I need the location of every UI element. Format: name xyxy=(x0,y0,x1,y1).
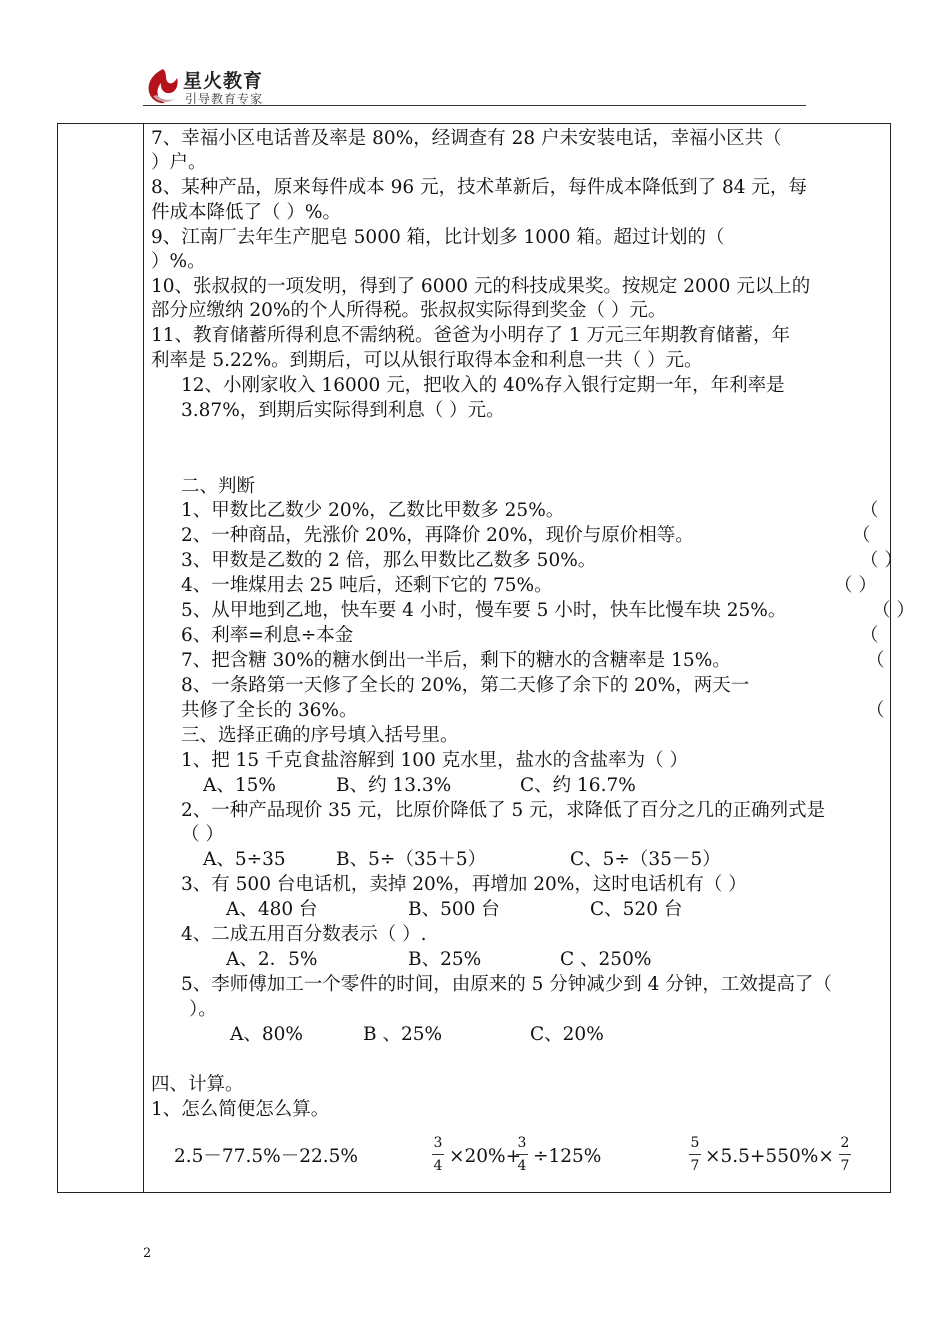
choice-q4: 4、二成五用百分数表示（ ）. xyxy=(181,924,427,945)
section-2-title: 二、判断 xyxy=(181,476,256,497)
brand-slogan: 引导教育专家 xyxy=(185,92,264,106)
expression-2-part-1: ×20%+ xyxy=(449,1146,522,1167)
judge-item-5-answer[interactable]: （ ） xyxy=(872,600,915,621)
problem-11-line-1: 11、教育储蓄所得利息不需纳税。爸爸为小明存了 1 万元三年期教育储蓄，年 xyxy=(151,325,791,346)
fraction-bar xyxy=(689,1154,701,1155)
fraction-bar xyxy=(432,1154,444,1155)
choice-q2-blank: （ ） xyxy=(181,824,224,845)
choice-q1-option-a: A、15% xyxy=(203,775,276,796)
table-column-divider xyxy=(143,123,144,1192)
brand-name: 星火教育 xyxy=(183,70,264,92)
choice-q1-option-b: B、约 13.3% xyxy=(336,775,452,796)
problem-7-line-2: ）户。 xyxy=(151,152,207,173)
section-3-title: 三、选择正确的序号填入括号里。 xyxy=(181,725,459,746)
problem-12-line-2: 3.87%，到期后实际得到利息（ ）元。 xyxy=(181,400,505,421)
fraction-bar xyxy=(839,1154,851,1155)
choice-q2: 2、一种产品现价 35 元，比原价降低了 5 元，求降低了百分之几的正确列式是 xyxy=(181,800,826,821)
judge-item-8-line-2: 共修了全长的 36%。 xyxy=(181,700,358,721)
judge-item-3: 3、甲数是乙数的 2 倍，那么甲数比乙数多 50%。 xyxy=(181,550,597,571)
choice-q1: 1、把 15 千克食盐溶解到 100 克水里，盐水的含盐率为（ ） xyxy=(181,750,689,771)
brand-logo xyxy=(143,66,293,106)
judge-item-6: 6、利率=利息÷本金 xyxy=(181,625,354,646)
choice-q3-option-a: A、480 台 xyxy=(226,899,318,920)
judge-item-1-answer[interactable]: （ xyxy=(860,500,879,521)
judge-item-6-answer[interactable]: （ xyxy=(860,625,879,646)
choice-q4-option-c: C 、250% xyxy=(560,949,652,970)
judge-item-3-answer[interactable]: （ ） xyxy=(860,550,903,571)
fraction-5-7-numerator: 5 xyxy=(690,1135,700,1151)
problem-8-line-1: 8、某种产品，原来每件成本 96 元，技术革新后，每件成本降低到了 84 元，每 xyxy=(151,177,807,198)
judge-item-2: 2、一种商品，先涨价 20%，再降价 20%，现价与原价相等。 xyxy=(181,525,694,546)
judge-item-8-answer[interactable]: （ xyxy=(866,700,885,721)
choice-q5: 5、李师傅加工一个零件的时间，由原来的 5 分钟减少到 4 分钟，工效提高了（ xyxy=(181,974,832,995)
problem-9-line-1: 9、江南厂去年生产肥皂 5000 箱，比计划多 1000 箱。超过计划的（ xyxy=(151,227,725,248)
choice-q3: 3、有 500 台电话机，卖掉 20%，再增加 20%，这时电话机有（ ） xyxy=(181,874,747,895)
problem-12-line-1: 12、小刚家收入 16000 元，把收入的 40%存入银行定期一年，年利率是 xyxy=(181,375,785,396)
choice-q2-option-a: A、5÷35 xyxy=(203,849,286,870)
judge-item-1: 1、甲数比乙数少 20%，乙数比甲数多 25%。 xyxy=(181,500,565,521)
header-rule xyxy=(143,105,806,106)
choice-q2-option-b: B、5÷（35＋5） xyxy=(336,849,487,870)
choice-q3-option-c: C、520 台 xyxy=(590,899,683,920)
judge-item-7: 7、把含糖 30%的糖水倒出一半后，剩下的糖水的含糖率是 15%。 xyxy=(181,650,731,671)
expression-3-middle: ×5.5+550%× xyxy=(705,1146,834,1167)
judge-item-7-answer[interactable]: （ xyxy=(866,650,885,671)
problem-11-line-2: 利率是 5.22%。到期后，可以从银行取得本金和利息一共（ ）元。 xyxy=(151,350,703,371)
page-number: 2 xyxy=(143,1246,152,1261)
section-4-subtitle: 1、怎么简便怎么算。 xyxy=(151,1099,330,1120)
fraction-3-4-denominator: 4 xyxy=(517,1158,527,1174)
choice-q5-option-b: B 、25% xyxy=(363,1024,443,1045)
fraction-3-4-numerator: 3 xyxy=(433,1135,443,1151)
judge-item-4: 4、一堆煤用去 25 吨后，还剩下它的 75%。 xyxy=(181,575,553,596)
expression-1: 2.5－77.5%－22.5% xyxy=(174,1146,358,1167)
judge-item-8-line-1: 8、一条路第一天修了全长的 20%，第二天修了余下的 20%，两天一 xyxy=(181,675,750,696)
judge-item-4-answer[interactable]: （ ） xyxy=(834,575,877,596)
choice-q2-option-c: C、5÷（35－5） xyxy=(570,849,721,870)
fraction-2-7-numerator: 2 xyxy=(840,1135,850,1151)
fraction-3-4-numerator: 3 xyxy=(517,1135,527,1151)
choice-q4-option-b: B、25% xyxy=(408,949,482,970)
choice-q3-option-b: B、500 台 xyxy=(408,899,500,920)
fraction-2-7-denominator: 7 xyxy=(840,1158,850,1174)
judge-item-2-answer[interactable]: （ xyxy=(852,525,871,546)
problem-8-line-2: 件成本降低了（ ）%。 xyxy=(151,202,341,223)
choice-q4-option-a: A、2．5% xyxy=(226,949,318,970)
judge-item-5: 5、从甲地到乙地，快车要 4 小时，慢车要 5 小时，快车比慢车块 25%。 xyxy=(181,600,787,621)
section-4-title: 四、计算。 xyxy=(151,1074,244,1095)
fraction-3-4-denominator: 4 xyxy=(433,1158,443,1174)
problem-7-line-1: 7、幸福小区电话普及率是 80%，经调查有 28 户未安装电话，幸福小区共（ xyxy=(151,128,782,149)
choice-q1-option-c: C、约 16.7% xyxy=(520,775,636,796)
problem-9-line-2: ）%。 xyxy=(151,251,206,272)
problem-10-line-2: 部分应缴纳 20%的个人所得税。张叔叔实际得到奖金（ ）元。 xyxy=(151,300,667,321)
choice-q5-option-c: C、20% xyxy=(530,1024,604,1045)
flame-logo-icon xyxy=(143,66,183,106)
expression-2-part-2: ÷125% xyxy=(533,1146,602,1167)
choice-q5-blank: ）。 xyxy=(189,999,217,1020)
choice-q5-option-a: A、80% xyxy=(230,1024,303,1045)
fraction-bar xyxy=(516,1154,528,1155)
fraction-5-7-denominator: 7 xyxy=(690,1158,700,1174)
problem-10-line-1: 10、张叔叔的一项发明，得到了 6000 元的科技成果奖。按规定 2000 元以上的 xyxy=(151,276,811,297)
